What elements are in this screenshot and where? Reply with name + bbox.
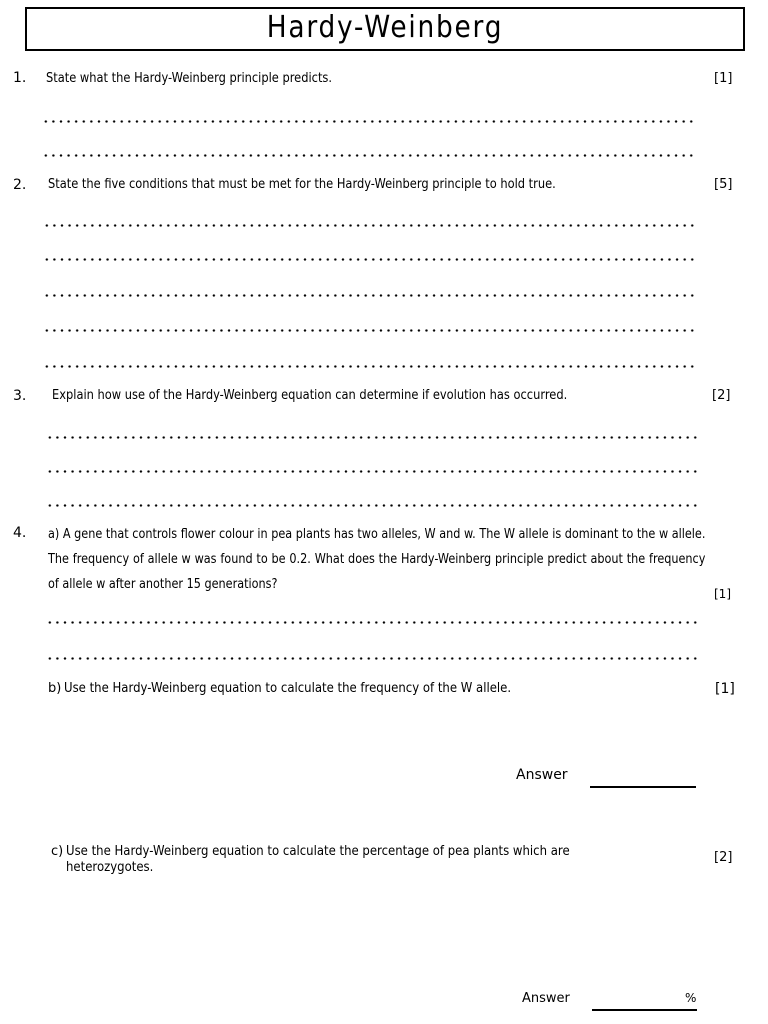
question-text: State the five conditions that must be met for the Hardy-Weinberg principle to hold true. [48, 177, 556, 192]
question-mark: [2] [712, 388, 731, 403]
answer-field[interactable] [592, 1009, 697, 1011]
question-4a-label: a) [48, 527, 60, 542]
answer-line[interactable] [43, 365, 697, 368]
answer-line[interactable] [42, 120, 696, 123]
answer-line[interactable] [43, 329, 697, 332]
question-number: 4. [13, 525, 27, 541]
question-4b-text: Use the Hardy-Weinberg equation to calculate the frequency of the W allele. [64, 681, 512, 696]
question-text: State what the Hardy-Weinberg principle predicts. [46, 71, 333, 86]
answer-line[interactable] [42, 154, 696, 157]
question-mark: [1] [714, 71, 733, 86]
answer-line[interactable] [46, 470, 700, 473]
answer-unit: % [685, 991, 697, 1005]
answer-field[interactable] [590, 786, 696, 788]
answer-label: Answer [516, 767, 568, 783]
question-4c-mark: [2] [714, 850, 733, 865]
question-mark: [5] [714, 177, 733, 192]
answer-line[interactable] [46, 657, 700, 660]
question-4a-text: A gene that controls flower colour in pea plants has two alleles, W and w. The W allele is dominant to the w allele. The frequency of allele w was found to be 0.2. What does the Hardy-Weinberg principle predict about the frequency of allele w after another 15 generations? [48, 527, 706, 592]
question-4a-mark: [1] [714, 587, 731, 601]
answer-line[interactable] [43, 258, 697, 261]
answer-line[interactable] [46, 621, 700, 624]
question-4b-mark: [1] [715, 681, 735, 697]
question-number: 3. [13, 388, 27, 404]
answer-line[interactable] [46, 504, 700, 507]
answer-line[interactable] [46, 436, 700, 439]
question-4c-text-line1: Use the Hardy-Weinberg equation to calculate the percentage of pea plants which are [66, 844, 570, 859]
question-4c-label: c) [51, 844, 64, 859]
question-4c-text-line2: heterozygotes. [66, 860, 154, 875]
page-title: Hardy-Weinberg [266, 10, 504, 45]
question-4b-label: b) [48, 681, 62, 696]
title-box [25, 7, 745, 51]
question-4a-text-block [48, 522, 705, 597]
question-number: 2. [13, 177, 27, 193]
answer-label: Answer [522, 991, 570, 1006]
question-text: Explain how use of the Hardy-Weinberg equation can determine if evolution has occurred. [52, 388, 568, 403]
question-number: 1. [13, 70, 27, 86]
answer-line[interactable] [43, 294, 697, 297]
answer-line[interactable] [43, 224, 697, 227]
